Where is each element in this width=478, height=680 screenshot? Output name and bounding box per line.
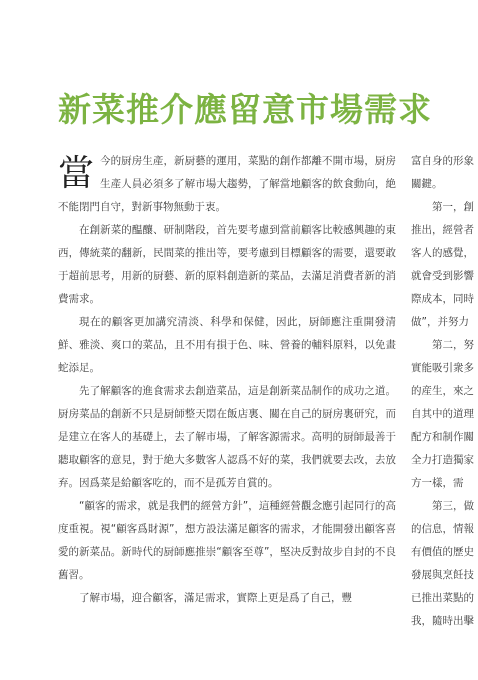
right-line: 已推出菜點的 (411, 592, 474, 604)
right-line: 的信息，情報 (411, 523, 474, 535)
paragraph-3: 現在的顧客更加講究清淡、科學和保健，因此，厨師應注重開發清鮮、雅淡、爽口的菜品，且不用有損于色、味、營養的輔料原料，以免畫蛇添足。 (58, 316, 396, 374)
article-right-column (411, 150, 478, 633)
right-line: 實能吸引衆多 (411, 362, 474, 374)
right-line: 富自身的形象 (411, 155, 474, 167)
right-line: 第三，做 (432, 500, 474, 512)
article-title: 新菜推介應留意市場需求 (58, 90, 432, 129)
right-line: 的産生，來之 (411, 385, 474, 397)
drop-cap: 當 (58, 153, 95, 194)
paragraph-1-text: 今的厨房生產，新厨藝的運用，菜點的創作都離不開市場，厨房生產人員必須多了解市場大趨勢，了解當地顧客的飲食動向，絶不能閉門自守，對新事物無動于衷。 (58, 155, 396, 213)
right-line: 關鍵。 (411, 178, 443, 190)
right-line: 有價值的歷史 (411, 546, 474, 558)
right-line: 就會受到影響 (411, 270, 474, 282)
paragraph-4: 先了解顧客的進食需求去創造菜品，這是創新菜品制作的成功之道。厨房菜品的創新不只是厨師整天悶在飯店裏、關在自己的厨房裏研究，而是建立在客人的基礎上，去了解市場，了解客源需求。高明的厨師最善于聽取顧客的意見，對于絶大多數客人認爲不好的菜，我們就要去改，去放弃。因爲菜是給顧客吃的，而不是孤芳自賞的。 (58, 385, 396, 489)
paragraph-6: 了解市場，迎合顧客，滿足需求，實際上更是爲了自己，豐 (79, 592, 352, 604)
right-line: 配方和制作關 (411, 431, 474, 443)
paragraph-5: “顧客的需求，就是我們的經營方針”，這種經營觀念應引起同行的高度重視。視“顧客爲財源”，想方設法滿足顧客的需求，才能開發出顧客喜愛的新菜品。新時代的厨師應推崇“顧客至尊”，堅决反對故步自封的不良舊習。 (58, 500, 396, 581)
right-line: 第一，創 (432, 201, 474, 213)
right-line: 發展與烹飪技 (411, 569, 474, 581)
right-line: 方一樣，需 (411, 477, 464, 489)
right-line: 全力打造獨家 (411, 454, 474, 466)
article-left-column (58, 150, 396, 610)
right-line: 自其中的道理 (411, 408, 474, 420)
right-line: 做”，并努力 (411, 316, 469, 328)
paragraph-2: 在創新菜的醖釀、研制階段，首先要考慮到當前顧客比較感興趣的東西，傳統菜的翻新，民間菜的推出等，要考慮到目標顧客的需要，還要敢于超前思考，用新的厨藝、新的原料創造新的菜品，去滿足消費者新的消費需求。 (58, 224, 396, 305)
right-line: 第二，努 (432, 339, 474, 351)
right-line: 客人的感覺， (411, 247, 474, 259)
paragraph-1 (58, 150, 396, 219)
right-line: 際成本，同時 (411, 293, 474, 305)
right-line: 推出，經營者 (411, 224, 474, 236)
right-line: 我，隨時出擊 (411, 615, 474, 627)
